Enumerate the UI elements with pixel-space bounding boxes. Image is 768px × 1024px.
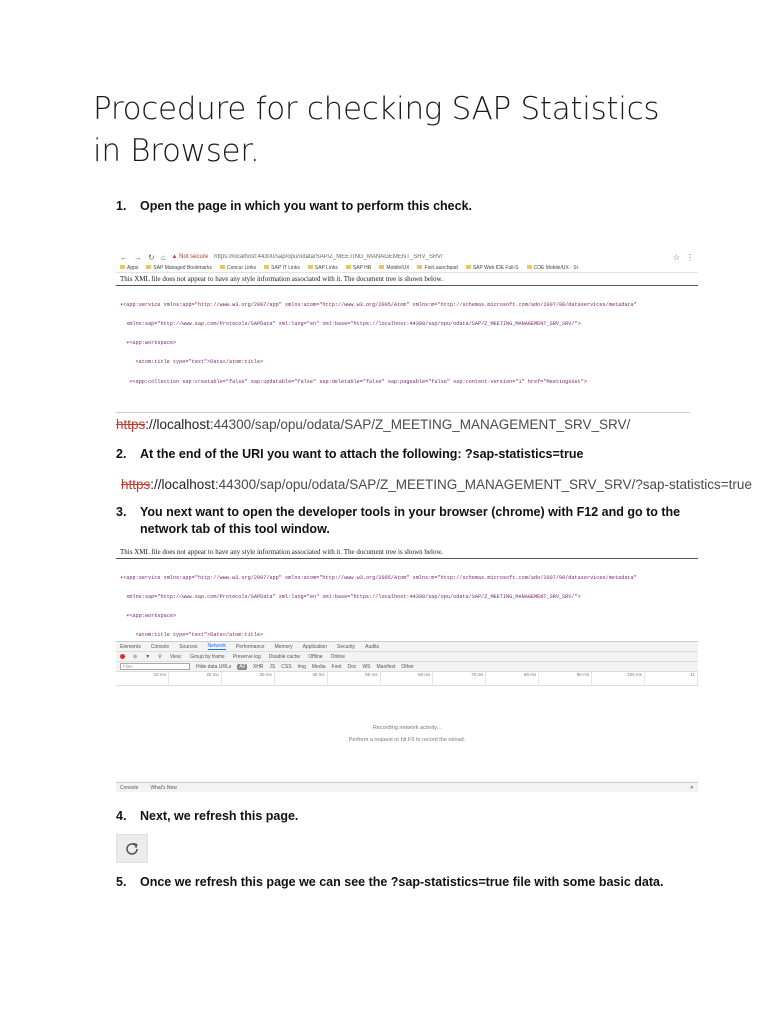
network-timeline <box>116 672 698 686</box>
xml-tree <box>116 286 698 385</box>
clear-icon[interactable]: ⊘ <box>133 653 138 660</box>
step-number: 5. <box>116 875 127 889</box>
filter-media[interactable]: Media <box>311 663 326 670</box>
xml-line: <atom:title type="text">Data</atom:title> <box>120 632 264 639</box>
filter-all[interactable]: All <box>239 663 245 670</box>
url-with-statistics <box>121 477 752 492</box>
devtools-drawer <box>116 782 698 792</box>
filter-js[interactable]: JS <box>269 663 276 670</box>
devtools-screenshot <box>116 546 698 798</box>
refresh-button[interactable] <box>116 834 148 863</box>
url-path: :44300/sap/opu/odata/SAP/Z_MEETING_MANAGEMENT_SRV_SRV/?sap-statistics=true <box>214 477 752 492</box>
drawer-tab-console[interactable]: Console <box>120 784 139 791</box>
arrow-left-icon: ← <box>120 252 128 262</box>
bookmark: SAP Web IDE Full-S <box>466 265 519 271</box>
step-text: You next want to open the developer tools in your browser (chrome) with F12 and go to the network tab of this tool window. <box>140 505 681 536</box>
filter-font[interactable]: Font <box>331 663 342 670</box>
timeline-tick: 60 ms <box>381 672 434 685</box>
filter-input[interactable]: Filter <box>120 663 190 670</box>
bookmark: FiorLaunchpad <box>417 265 457 271</box>
step-5 <box>116 874 686 891</box>
search-icon[interactable]: ⚲ <box>158 653 162 660</box>
browser-toolbar <box>116 251 698 263</box>
xml-line: ▾<app:service xmlns:app="http://www.w3.org/2007/app" xmlns:atom="http://www.w3.org/2005/Atom" xmlns:m="http://schemas.microsoft.com/ado/2007/08/dataservices/metadata" <box>120 574 637 581</box>
arrow-right-icon: → <box>134 252 142 262</box>
tab-performance[interactable]: Performance <box>235 643 265 650</box>
bookmark: SAP IT Links <box>264 265 300 271</box>
step-number: 1. <box>116 199 127 213</box>
timeline-tick: 20 ms <box>169 672 222 685</box>
url-protocol: https <box>121 477 151 492</box>
xml-line: ▾<app:workspace> <box>120 613 177 620</box>
step-text: Once we refresh this page we can see the ?sap-statistics=true file with some basic data. <box>140 875 664 889</box>
bookmark: Concur Links <box>220 265 256 271</box>
timeline-tick: 10 ms <box>116 672 169 685</box>
tab-elements[interactable]: Elements <box>120 643 141 650</box>
step-4 <box>116 808 686 825</box>
timeline-tick: 80 ms <box>486 672 539 685</box>
url-protocol: https <box>116 417 146 432</box>
url-host: ://localhost <box>150 477 215 492</box>
step-text: At the end of the URI you want to attach the following: ?sap-statistics=true <box>140 447 584 461</box>
bookmark: Mobile/UX <box>379 265 409 271</box>
bookmark: SAP HR <box>346 265 372 271</box>
xml-line: ▾<app:workspace> <box>120 340 177 347</box>
recording-message: Recording network activity... <box>372 725 442 731</box>
preserve-log-checkbox[interactable]: Preserve log <box>232 653 261 660</box>
bookmark: SAP Managed Bookmarks <box>146 265 212 271</box>
browser-screenshot <box>116 251 698 385</box>
group-by-frame-checkbox[interactable]: Group by frame <box>189 653 225 660</box>
bookmark: SAP Links <box>308 265 338 271</box>
timeline-tick: 30 ms <box>222 672 275 685</box>
filter-ws[interactable]: WS <box>362 663 371 670</box>
timeline-tick: 70 ms <box>433 672 486 685</box>
filter-doc[interactable]: Doc <box>347 663 357 670</box>
record-icon[interactable] <box>120 654 125 659</box>
hide-data-urls-checkbox[interactable]: Hide data URLs <box>196 663 232 670</box>
url-example <box>116 412 690 432</box>
not-secure-warning: ▲ Not secure <box>171 254 209 260</box>
xml-line: ▾<app:collection sap:creatable="false" sap:updatable="false" sap:deletable="false" sap:pageable="false" sap:content-version="1" href="MeetingsSet"> <box>120 378 587 385</box>
timeline-tick: 90 ms <box>539 672 592 685</box>
page-title: Procedure for checking SAP Statistics in Browser. <box>93 91 660 169</box>
address-bar: https://localhost:44300/sap/opu/odata/SAP/Z_MEETING_MANAGEMENT_SRV_SRV/ <box>214 254 443 260</box>
step-3 <box>116 504 686 538</box>
network-toolbar <box>116 652 698 662</box>
xml-tree <box>116 559 698 641</box>
tab-console[interactable]: Console <box>150 643 170 650</box>
offline-checkbox[interactable]: Offline <box>308 653 323 660</box>
bookmarks-bar <box>116 263 698 273</box>
step-text: Open the page in which you want to perform this check. <box>140 199 472 213</box>
xml-notice: This XML file does not appear to have any style information associated with it. The document tree is shown below. <box>116 546 698 559</box>
tab-audits[interactable]: Audits <box>365 643 380 650</box>
timeline-tick: 40 ms <box>275 672 328 685</box>
view-label: View: <box>169 653 182 660</box>
filter-img[interactable]: Img <box>297 663 306 670</box>
filter-css[interactable]: CSS <box>281 663 292 670</box>
filter-icon[interactable]: ▼ <box>145 653 151 660</box>
tab-security[interactable]: Security <box>337 643 356 650</box>
filter-manifest[interactable]: Manifest <box>376 663 396 670</box>
reload-icon: ↻ <box>148 252 155 262</box>
network-empty-state <box>116 686 698 782</box>
bookmark: Apps <box>120 265 138 271</box>
xml-line: xmlns:sap="http://www.sap.com/Protocols/SAPData" xml:lang="en" xml:base="https://localhost:44300/sap/opu/odata/SAP/Z_MEETING_MANAGEMENT_SRV_SRV/"> <box>120 594 581 601</box>
reload-icon <box>124 841 140 857</box>
devtools-panel <box>116 641 698 792</box>
xml-line: <atom:title type="text">Data</atom:title> <box>120 359 264 366</box>
step-text: Next, we refresh this page. <box>140 809 299 823</box>
filter-xhr[interactable]: XHR <box>252 663 264 670</box>
xml-notice: This XML file does not appear to have any style information associated with it. The document tree is shown below. <box>116 273 698 286</box>
filter-other[interactable]: Other <box>401 663 414 670</box>
reload-hint: Perform a request or hit F5 to record the reload. <box>348 737 466 743</box>
drawer-tab-whats-new[interactable]: What's New <box>150 784 177 791</box>
close-icon[interactable]: ✕ <box>689 784 694 791</box>
timeline-tick: 50 ms <box>328 672 381 685</box>
url-path: :44300/sap/opu/odata/SAP/Z_MEETING_MANAGEMENT_SRV_SRV/ <box>209 417 631 432</box>
home-icon: ⌂ <box>160 252 166 262</box>
xml-line: ▾<app:service xmlns:app="http://www.w3.org/2007/app" xmlns:atom="http://www.w3.org/2005/Atom" xmlns:m="http://schemas.microsoft.com/ado/2007/08/dataservices/metadata" <box>120 301 637 308</box>
disable-cache-checkbox[interactable]: Disable cache <box>268 653 301 660</box>
step-number: 2. <box>116 447 127 461</box>
star-icon: ☆ <box>672 252 680 262</box>
menu-icon: ⋮ <box>686 252 694 262</box>
throttling-select[interactable]: Online <box>330 653 346 660</box>
step-number: 4. <box>116 809 127 823</box>
filter-bar <box>116 662 698 672</box>
tab-sources[interactable]: Sources <box>179 643 198 650</box>
step-1 <box>116 198 686 215</box>
tab-application[interactable]: Application <box>302 643 328 650</box>
bookmark: COE Mobile/UX - Si <box>527 265 578 271</box>
tab-network[interactable]: Network <box>207 643 226 649</box>
timeline-tick: 100 ms <box>592 672 645 685</box>
tab-memory[interactable]: Memory <box>274 643 293 650</box>
xml-line: xmlns:sap="http://www.sap.com/Protocols/SAPData" xml:lang="en" xml:base="https://localhost:44300/sap/opu/odata/SAP/Z_MEETING_MANAGEMENT_SRV_SRV/"> <box>120 321 581 328</box>
url-host: ://localhost <box>145 417 210 432</box>
step-2 <box>116 446 686 463</box>
timeline-tick: 11 <box>645 672 698 685</box>
step-number: 3. <box>116 505 127 519</box>
devtools-tabs <box>116 642 698 652</box>
